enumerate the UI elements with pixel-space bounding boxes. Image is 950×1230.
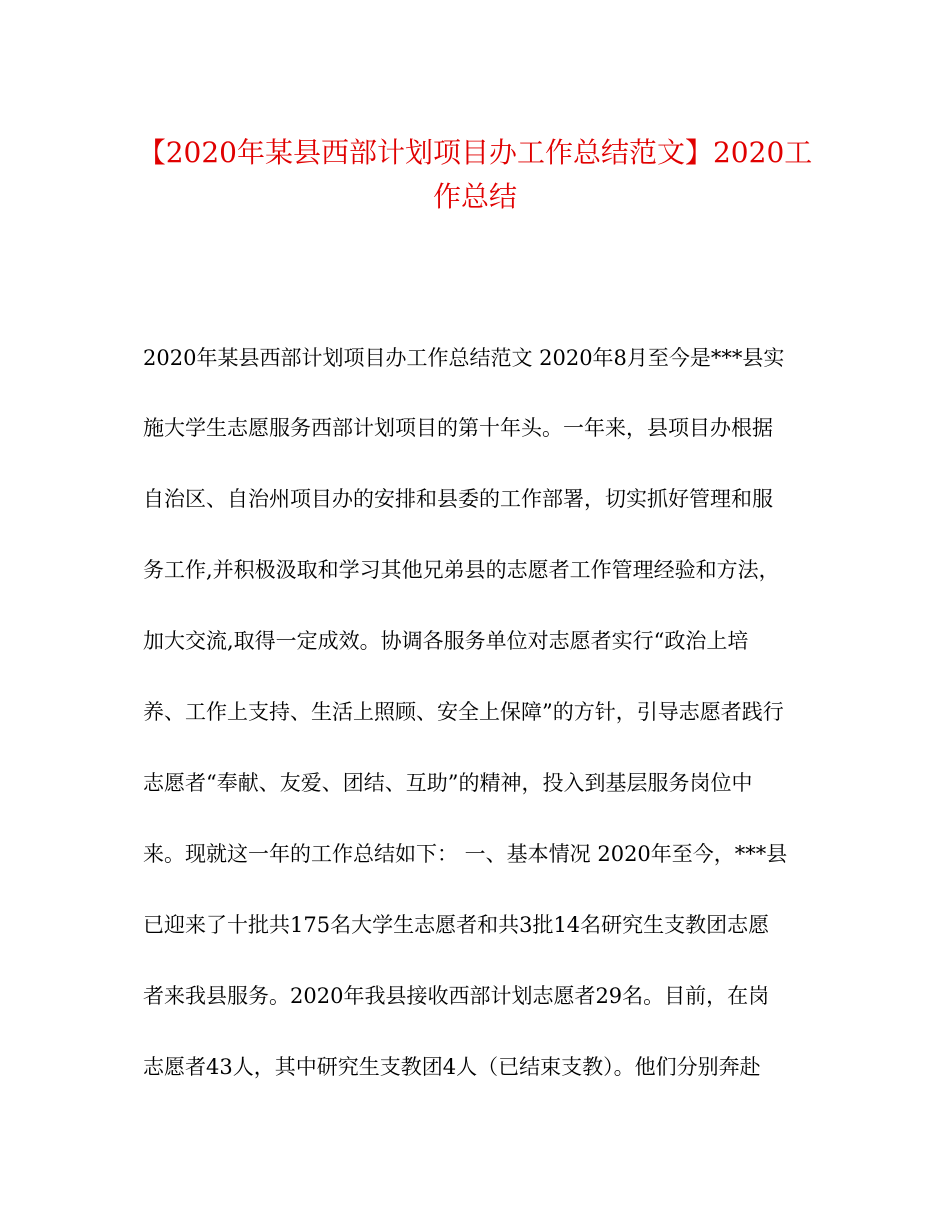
- body-text-line: 加大交流,取得一定成效。协调各服务单位对志愿者实行“政治上培: [143, 629, 749, 653]
- body-text-line: 志愿者43人，其中研究生支教团4人（已结束支教）。他们分别奔赴: [143, 1055, 761, 1079]
- document-title-line-1: 【2020年某县西部计划项目办工作总结范文】2020工: [137, 136, 813, 169]
- body-text-line: 来。现就这一年的工作总结如下： 一、基本情况 2020年至今，***县: [143, 842, 788, 866]
- body-text-line: 施大学生志愿服务西部计划项目的第十年头。一年来，县项目办根据: [143, 416, 773, 440]
- body-text-line: 者来我县服务。2020年我县接收西部计划志愿者29名。目前，在岗: [143, 984, 770, 1008]
- body-text-line: 志愿者“奉献、友爱、团结、互助”的精神，投入到基层服务岗位中: [143, 771, 753, 795]
- body-text-line: 自治区、自治州项目办的安排和县委的工作部署，切实抓好管理和服: [143, 487, 773, 511]
- body-text-line: 务工作,并积极汲取和学习其他兄弟县的志愿者工作管理经验和方法，: [143, 558, 780, 582]
- body-text-line: 已迎来了十批共175名大学生志愿者和共3批14名研究生支教团志愿: [143, 913, 770, 937]
- body-text-line: 2020年某县西部计划项目办工作总结范文 2020年8月至今是***县实: [143, 346, 785, 370]
- document-title-line-2: 作总结: [432, 180, 517, 213]
- body-text-line: 养、工作上支持、生活上照顾、安全上保障”的方针，引导志愿者践行: [143, 700, 784, 724]
